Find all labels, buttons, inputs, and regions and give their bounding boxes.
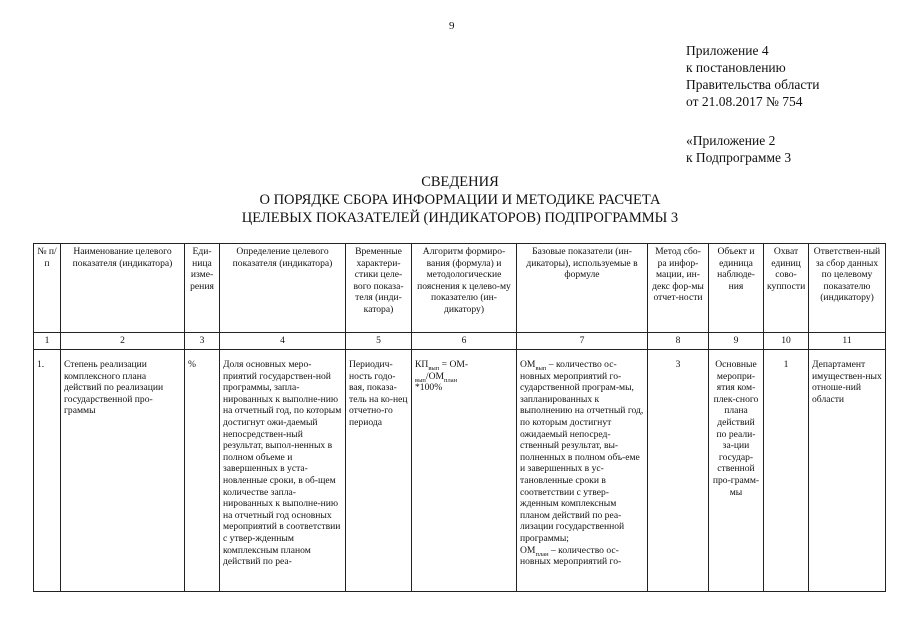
column-number: 2 — [61, 333, 185, 350]
column-number: 9 — [709, 333, 764, 350]
appendix-line: Приложение 4 — [686, 43, 769, 58]
header-row — [34, 244, 886, 333]
formula-slash: /ОМ — [425, 370, 445, 382]
column-number: 10 — [764, 333, 809, 350]
title-line: О ПОРЯДКЕ СБОРА ИНФОРМАЦИИ И МЕТОДИКЕ РАСЧЕТА — [259, 192, 661, 208]
base-text: – количество ос-новных мероприятий го- — [520, 544, 622, 568]
appendix-block — [686, 42, 819, 110]
indicator-unit: % — [185, 350, 220, 592]
header-cell: Ответствен-ный за сбор данных по целевому показателю (индикатору) — [809, 244, 886, 333]
column-number: 5 — [346, 333, 412, 350]
header-cell: Охват единиц сово-куппости — [764, 244, 809, 333]
header-cell: Еди-ница изме-рения — [185, 244, 220, 333]
column-number: 3 — [185, 333, 220, 350]
column-number: 8 — [648, 333, 709, 350]
appendix-line: Правительства области — [686, 77, 820, 92]
responsible: Департамент имуществен-ных отноше-ний области — [809, 350, 886, 592]
row-number: 1. — [34, 350, 61, 592]
base-text: – количество ос-новных мероприятий го-сударственной програм-мы, запланированных к выполнению на отчетный год, по которым достигнут ожидаемый непосред-ственный результат, вы-полненных в полном объ-еме и завершенных в ус-тановленные сроки в соответствии с утвер-жденным комплексным планом действий по реа-лизации государственной программы; — [520, 359, 644, 544]
indicators-table — [33, 243, 886, 592]
header-cell: Временные характери-стики целе-вого показа-теля (инди-катора) — [346, 244, 412, 333]
column-number: 4 — [220, 333, 346, 350]
header-cell: Объект и единица наблюде-ния — [709, 244, 764, 333]
formula-sub: вып — [415, 376, 426, 384]
header-cell: Базовые показатели (ин-дикаторы), используемые в формуле — [517, 244, 648, 333]
appendix-line: «Приложение 2 — [686, 133, 776, 148]
base-var: ОМ — [520, 359, 536, 370]
formula-lead: КП — [415, 359, 429, 370]
indicator-formula — [412, 350, 517, 592]
title-line: СВЕДЕНИЯ — [421, 174, 499, 190]
formula-tail: *100% — [415, 382, 443, 394]
formula-sub: план — [444, 376, 458, 384]
header-cell: Определение целевого показателя (индикатора) — [220, 244, 346, 333]
base-sub: план — [535, 550, 549, 558]
title-line: ЦЕЛЕВЫХ ПОКАЗАТЕЛЕЙ (ИНДИКАТОРОВ) ПОДПРОГРАММЫ 3 — [241, 210, 679, 226]
header-cell: № п/п — [34, 244, 61, 333]
appendix-line: к постановлению — [686, 60, 786, 75]
appendix-line: к Подпрограмме 3 — [686, 150, 792, 165]
column-number: 11 — [809, 333, 886, 350]
table-row — [34, 350, 886, 592]
base-var: ОМ — [520, 544, 536, 556]
header-cell: Наименование целевого показателя (индикатора) — [61, 244, 185, 333]
base-sub: вып — [535, 364, 547, 372]
page-number: 9 — [449, 20, 455, 32]
column-number: 1 — [34, 333, 61, 350]
header-cell: Метод сбо-ра инфор-мации, ин-декс фор-мы отчет-ности — [648, 244, 709, 333]
column-number: 7 — [517, 333, 648, 350]
formula-sub: вып — [428, 364, 440, 372]
coverage: 1 — [764, 350, 809, 592]
base-indicators — [517, 350, 648, 592]
column-number: 6 — [412, 333, 517, 350]
indicator-definition: Доля основных меро-приятий государствен-ной программы, запла-нированных к выполне-нию на отчетный год, по которым достигнут ожи-даемый непосредствен-ный результат, выпол-ненных в полном объеме и завершенных в уста-новленные сроки, в об-щем количестве запла-нированных к выполне-нию на отчетный год основных мероприятий в соответствии с утвер-жденным комплексным планом действий по реа- — [220, 350, 346, 592]
appendix-line: от 21.08.2017 № 754 — [686, 94, 803, 109]
collection-method: 3 — [648, 350, 709, 592]
indicator-name: Степень реализации комплексного плана действий по реализации государственной про-граммы — [61, 350, 185, 592]
formula-eq: = ОМ- — [439, 359, 469, 370]
appendix-block-2 — [686, 132, 791, 166]
observation-object: Основные меропри-ятия ком-плек-сного плана действий по реали-за-ции государ-ственной про-грамм-мы — [709, 350, 764, 592]
header-cell: Алгоритм формиро-вания (формула) и методологические пояснения к целево-му показателю (ин-дикатору) — [412, 244, 517, 333]
column-number-row — [34, 333, 886, 350]
document-title — [150, 173, 770, 227]
indicator-timing: Периодич-ность годо-вая, показа-тель на ко-нец отчетно-го периода — [346, 350, 412, 592]
